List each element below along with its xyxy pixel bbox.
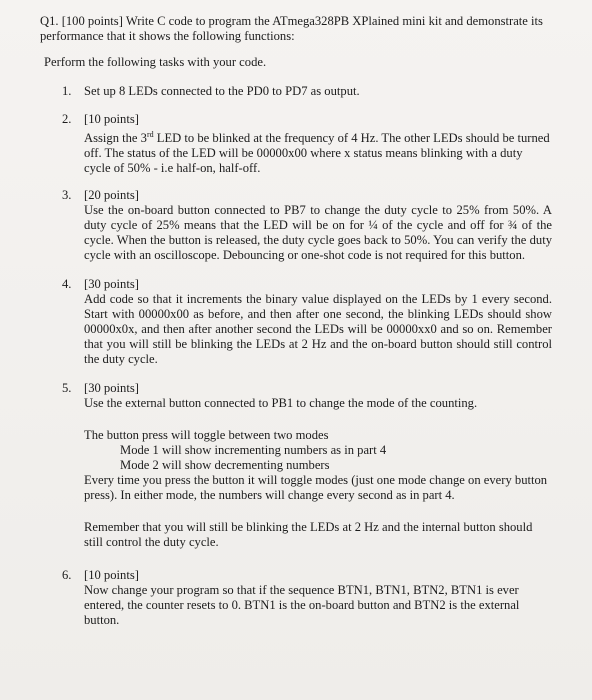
ordinal-suffix: rd xyxy=(146,130,154,139)
task-number: 4. xyxy=(62,277,72,292)
task-number: 2. xyxy=(62,112,72,126)
task-points: [20 points] xyxy=(84,188,139,203)
question-header: Q1. [100 points] Write C code to program the ATmega328PB XPlained mini kit and demonstrate its performance that it shows the following functions: xyxy=(40,14,543,43)
task-text: Set up 8 LEDs connected to the PD0 to PD7 as output. xyxy=(84,84,360,98)
task-text xyxy=(84,127,552,176)
assign-prefix: Assign the 3 xyxy=(84,131,147,146)
task-text: Now change your program so that if the sequence BTN1, BTN1, BTN2, BTN1 is ever entered, the counter resets to 0. BTN1 is the on-board button and BTN2 is the external button. xyxy=(84,583,520,628)
every-time-text: Every time you press the button it will toggle modes (just one mode change on every button press). In either mode, the numbers will change every second as in part 4. xyxy=(84,473,548,503)
task-number: 3. xyxy=(62,188,72,203)
toggle-text: The button press will toggle between two modes xyxy=(84,428,329,443)
remember-text: Remember that you will still be blinking the LEDs at 2 Hz and the internal button should still control the duty cycle. xyxy=(84,520,533,550)
task-number: 6. xyxy=(62,568,72,583)
task-text: Use the on-board button connected to PB7 to change the duty cycle to 25% from 50%. A duty cycle of 25% means that the LED will be on for ¼ of the cycle and off for ¾ of the cycle. When the button is released, the duty cycle goes back to 50%. You can verify the duty cycle with an oscilloscope. Debouncing or one-shot code is not required for this button. xyxy=(84,203,552,263)
task-text: Add code so that it increments the binary value displayed on the LEDs by 1 every second. Start with 00000x00 as before, and then after one second, the blinking LEDs should show 00000x0x, and then after another second the LEDs will be 00000xx0 and so on. Remember that you will still be blinking the LEDs at 2 Hz and the on-board button should still control the duty cycle. xyxy=(84,292,552,367)
assign-suffix: LED to be blinked at the frequency of 4 Hz. The other LEDs should be turned off. The status of the LED will be 00000x00 where x status means blinking with a duty cycle of 50% - i.e half-on, half-off. xyxy=(84,131,550,176)
task-points: [30 points] xyxy=(84,277,139,292)
task-number: 5. xyxy=(62,381,72,396)
task-3 xyxy=(44,188,552,263)
mode-1-text: Mode 1 will show incrementing numbers as in part 4 xyxy=(120,443,387,458)
task-list xyxy=(42,84,552,628)
task-2 xyxy=(44,112,552,176)
task-number: 1. xyxy=(62,84,72,98)
intro-text: Perform the following tasks with your code. xyxy=(44,55,267,69)
mode-2-text: Mode 2 will show decrementing numbers xyxy=(120,458,330,473)
task-5 xyxy=(44,381,552,550)
task-points: [30 points] xyxy=(84,381,139,396)
task-6 xyxy=(44,568,552,628)
task-text: Use the external button connected to PB1 to change the mode of the counting. xyxy=(84,396,478,411)
task-4 xyxy=(44,277,552,367)
task-1 xyxy=(44,84,552,99)
task-points: [10 points] xyxy=(84,112,139,126)
task-points: [10 points] xyxy=(84,568,139,583)
